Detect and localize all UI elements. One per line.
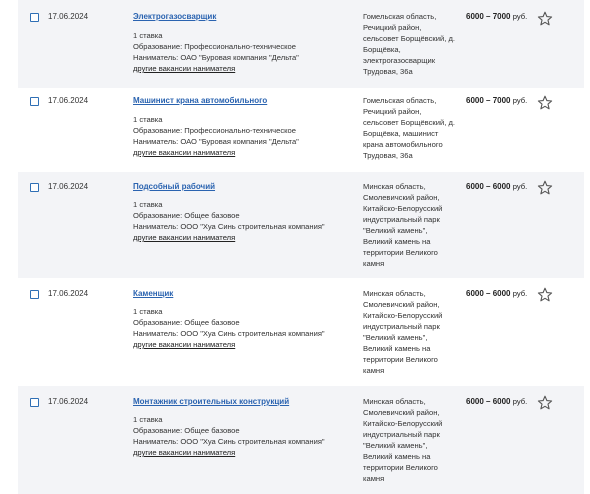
location-line: территории Великого [363, 248, 438, 257]
location-line: Речицкий район, [363, 23, 422, 32]
vacancy-education: Образование: Общее базовое [133, 426, 240, 435]
salary-unit: руб. [512, 12, 528, 21]
select-checkbox[interactable] [30, 183, 39, 192]
vacancy-rate: 1 ставка [133, 200, 163, 209]
vacancy-title-link[interactable]: Каменщик [133, 289, 174, 298]
select-checkbox[interactable] [30, 13, 39, 22]
vacancy-education: Образование: Общее базовое [133, 318, 240, 327]
vacancy-location [363, 181, 463, 269]
location-line: камня [363, 259, 385, 268]
location-line: "Великий камень", [363, 333, 428, 342]
vacancy-title-link[interactable]: Монтажник строительных конструкций [133, 397, 290, 406]
location-line: Великий камень на [363, 237, 431, 246]
favorite-star-icon[interactable] [537, 180, 553, 196]
vacancy-salary [466, 95, 527, 106]
location-line: Смолевичский район, [363, 408, 440, 417]
vacancy-employer: Наниматель: ООО "Хуа Синь строительная компания" [133, 437, 325, 446]
vacancy-education: Образование: Профессионально-техническое [133, 42, 296, 51]
location-line: индустриальный парк [363, 430, 440, 439]
vacancy-rate: 1 ставка [133, 31, 163, 40]
salary-range: 6000 – 7000 [466, 12, 511, 21]
favorite-star-icon[interactable] [537, 11, 553, 27]
location-line: территории Великого [363, 463, 438, 472]
vacancy-details [133, 306, 325, 350]
location-line: электрогазосварщик [363, 56, 436, 65]
vacancy-salary [466, 181, 527, 192]
vacancy-employer: Наниматель: ООО "Хуа Синь строительная компания" [133, 329, 325, 338]
location-line: Гомельская область, [363, 96, 437, 105]
other-vacancies-link[interactable]: другие вакансии нанимателя [133, 448, 236, 457]
salary-range: 6000 – 6000 [466, 289, 511, 298]
vacancy-details [133, 114, 299, 158]
vacancy-location [363, 288, 463, 376]
location-line: Смолевичский район, [363, 300, 440, 309]
vacancy-row [18, 386, 584, 494]
location-line: крана автомобильного [363, 140, 443, 149]
location-line: сельсовет Борщёвский, д. [363, 34, 455, 43]
select-checkbox[interactable] [30, 290, 39, 299]
vacancy-details [133, 414, 325, 458]
vacancy-row [18, 278, 584, 386]
vacancy-rate: 1 ставка [133, 115, 163, 124]
select-checkbox[interactable] [30, 398, 39, 407]
vacancy-details [133, 30, 299, 74]
vacancy-education: Образование: Общее базовое [133, 211, 240, 220]
vacancy-employer: Наниматель: ОАО "Буровая компания "Дельта" [133, 53, 299, 62]
vacancy-employer: Наниматель: ОАО "Буровая компания "Дельта" [133, 137, 299, 146]
location-line: Китайско-Белорусский [363, 204, 443, 213]
other-vacancies-link[interactable]: другие вакансии нанимателя [133, 148, 236, 157]
select-checkbox[interactable] [30, 97, 39, 106]
location-line: Речицкий район, [363, 107, 422, 116]
location-line: "Великий камень", [363, 441, 428, 450]
vacancy-location [363, 95, 463, 161]
vacancy-rate: 1 ставка [133, 307, 163, 316]
vacancy-location [363, 11, 463, 77]
vacancy-details [133, 199, 325, 243]
vacancy-date: 17.06.2024 [48, 96, 89, 105]
salary-range: 6000 – 6000 [466, 182, 511, 191]
salary-unit: руб. [512, 289, 528, 298]
salary-unit: руб. [512, 96, 528, 105]
vacancy-title-link[interactable]: Подсобный рабочий [133, 182, 216, 191]
location-line: Борщёвка, [363, 45, 401, 54]
vacancy-location [363, 396, 463, 484]
vacancy-salary [466, 288, 527, 299]
vacancy-date: 17.06.2024 [48, 12, 89, 21]
location-line: Смолевичский район, [363, 193, 440, 202]
other-vacancies-link[interactable]: другие вакансии нанимателя [133, 340, 236, 349]
location-line: Великий камень на [363, 452, 431, 461]
other-vacancies-link[interactable]: другие вакансии нанимателя [133, 233, 236, 242]
location-line: "Великий камень", [363, 226, 428, 235]
other-vacancies-link[interactable]: другие вакансии нанимателя [133, 64, 236, 73]
vacancy-row [18, 0, 584, 88]
salary-unit: руб. [512, 397, 528, 406]
location-line: сельсовет Борщёвский, д. [363, 118, 455, 127]
location-line: Минская область, [363, 289, 426, 298]
vacancy-salary [466, 11, 527, 22]
vacancy-title-link[interactable]: Электрогазосварщик [133, 12, 217, 21]
location-line: камня [363, 474, 385, 483]
vacancy-salary [466, 396, 527, 407]
favorite-star-icon[interactable] [537, 95, 553, 111]
location-line: Трудовая, 36а [363, 151, 413, 160]
location-line: Минская область, [363, 182, 426, 191]
location-line: индустриальный парк [363, 215, 440, 224]
vacancy-title-link[interactable]: Машинист крана автомобильного [133, 96, 268, 105]
salary-range: 6000 – 7000 [466, 96, 511, 105]
location-line: Китайско-Белорусский [363, 419, 443, 428]
vacancy-education: Образование: Профессионально-техническое [133, 126, 296, 135]
location-line: Трудовая, 36а [363, 67, 413, 76]
salary-range: 6000 – 6000 [466, 397, 511, 406]
vacancy-row [18, 88, 584, 172]
location-line: Великий камень на [363, 344, 431, 353]
location-line: индустриальный парк [363, 322, 440, 331]
vacancy-employer: Наниматель: ООО "Хуа Синь строительная компания" [133, 222, 325, 231]
location-line: Минская область, [363, 397, 426, 406]
vacancy-row [18, 172, 584, 278]
vacancy-date: 17.06.2024 [48, 182, 89, 191]
location-line: территории Великого [363, 355, 438, 364]
favorite-star-icon[interactable] [537, 395, 553, 411]
vacancy-rate: 1 ставка [133, 415, 163, 424]
vacancy-date: 17.06.2024 [48, 289, 89, 298]
location-line: камня [363, 366, 385, 375]
location-line: Борщёвка, машинист [363, 129, 439, 138]
location-line: Китайско-Белорусский [363, 311, 443, 320]
salary-unit: руб. [512, 182, 528, 191]
location-line: Гомельская область, [363, 12, 437, 21]
vacancy-date: 17.06.2024 [48, 397, 89, 406]
favorite-star-icon[interactable] [537, 287, 553, 303]
